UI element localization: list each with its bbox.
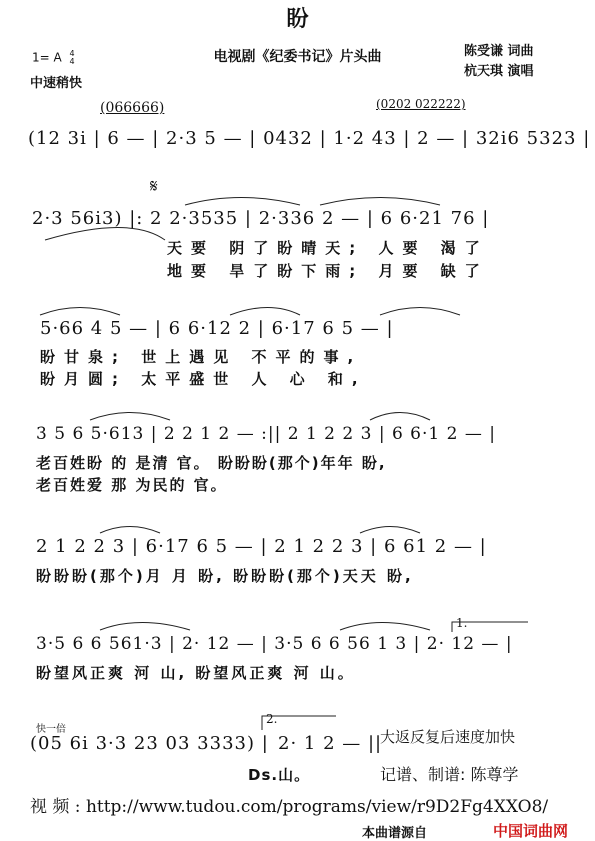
lyric-line-3b: 盼月圆; 太平盛世 人 心 和, — [40, 370, 367, 388]
tempo-marking: 中速稍快 — [30, 76, 83, 91]
lyric-line-7: Ds.山。 — [248, 766, 311, 784]
lyricist-credit: 陈受谦 词曲 — [464, 44, 534, 59]
slur-arc — [370, 413, 430, 421]
slur-arc — [100, 527, 160, 534]
slur-arc — [90, 413, 170, 421]
site-brand[interactable]: 中国词曲网 — [493, 822, 569, 840]
key-signature — [32, 50, 75, 66]
volta-1-label: 1. — [456, 616, 468, 630]
lyric-line-3a: 盼甘泉; 世上遇见 不平的事, — [40, 348, 363, 366]
segno-icon: 𝄋 — [150, 176, 158, 197]
slur-arc — [230, 308, 300, 316]
song-subtitle: 电视剧《纪委书记》片头曲 — [213, 49, 382, 65]
score-line-3: 5·66 4 5 — | 6 6·12 2 | 6·17 6 5 — | — [40, 318, 394, 339]
lyric-line-4a: 老百姓盼 的 是清 官。 盼盼盼(那个)年年 盼, — [36, 454, 387, 472]
slur-arc — [380, 308, 460, 316]
score-line-2: 2·3 56i3) |: 2 2·3535 | 2·336 2 — | 6 6·21 76 | — [32, 208, 490, 229]
arranger-credit: 记谱、制谱: 陈尊学 — [380, 765, 519, 784]
score-line-1: (12 3i | 6 — | 2·3 5 — | 0432 | 1·2 43 | 2 — | 32i6 5323 | — [28, 128, 591, 149]
lyric-line-5: 盼盼盼(那个)月 月 盼, 盼盼盼(那个)天天 盼, — [36, 567, 414, 585]
slur-arc — [40, 308, 120, 316]
score-line-7: (05 6i 3·3 23 03 3333) | — [30, 733, 269, 754]
repeat-instruction: 大返反复后速度加快 — [380, 728, 516, 746]
tempo-double-label: 快一倍 — [36, 724, 66, 735]
volta-2-label: 2. — [266, 712, 278, 726]
lyric-line-2b: 地要 旱了盼下雨; 月要 缺了 — [167, 262, 489, 280]
lyric-line-4b: 老百姓爱 那 为民的 官。 — [36, 476, 228, 494]
source-label: 本曲谱源自 — [362, 826, 428, 841]
score-line-4: 3 5 6 5·613 | 2 2 1 2 — :|| 2 1 2 2 3 | 6 6·1 2 — | — [36, 424, 496, 444]
lyric-line-6: 盼望风正爽 河 山, 盼望风正爽 河 山。 — [36, 664, 356, 682]
slur-arc — [340, 623, 430, 631]
score-line-5: 2 1 2 2 3 | 6·17 6 5 — | 2 1 2 2 3 | 6 61 2 — | — [36, 536, 487, 557]
song-title: 盼 — [286, 7, 309, 32]
slur-arc — [45, 228, 165, 241]
key-label: 1= A — [32, 50, 62, 65]
score-line-6: 3·5 6 6 561·3 | 2· 12 — | 3·5 6 6 56 1 3 | 2· 12 — | — [36, 634, 513, 654]
slur-arc — [320, 198, 440, 206]
slur-arc — [100, 623, 190, 631]
intro-annotation-2: (0202 022222) — [376, 97, 466, 111]
video-link[interactable]: 视 频 : http://www.tudou.com/programs/view/r9D2Fg4XXO8/ — [30, 797, 549, 817]
slur-arc — [185, 198, 300, 206]
intro-annotation-1: (066666) — [100, 100, 165, 116]
score-line-7-ending: 2· 1 2 — || — [278, 733, 383, 754]
lyric-line-2a: 天要 阴了盼晴天; 人要 渴了 — [167, 239, 489, 257]
singer-credit: 杭天琪 演唱 — [464, 64, 534, 79]
time-signature: 4 4 — [69, 49, 75, 66]
slur-arc — [360, 527, 420, 534]
